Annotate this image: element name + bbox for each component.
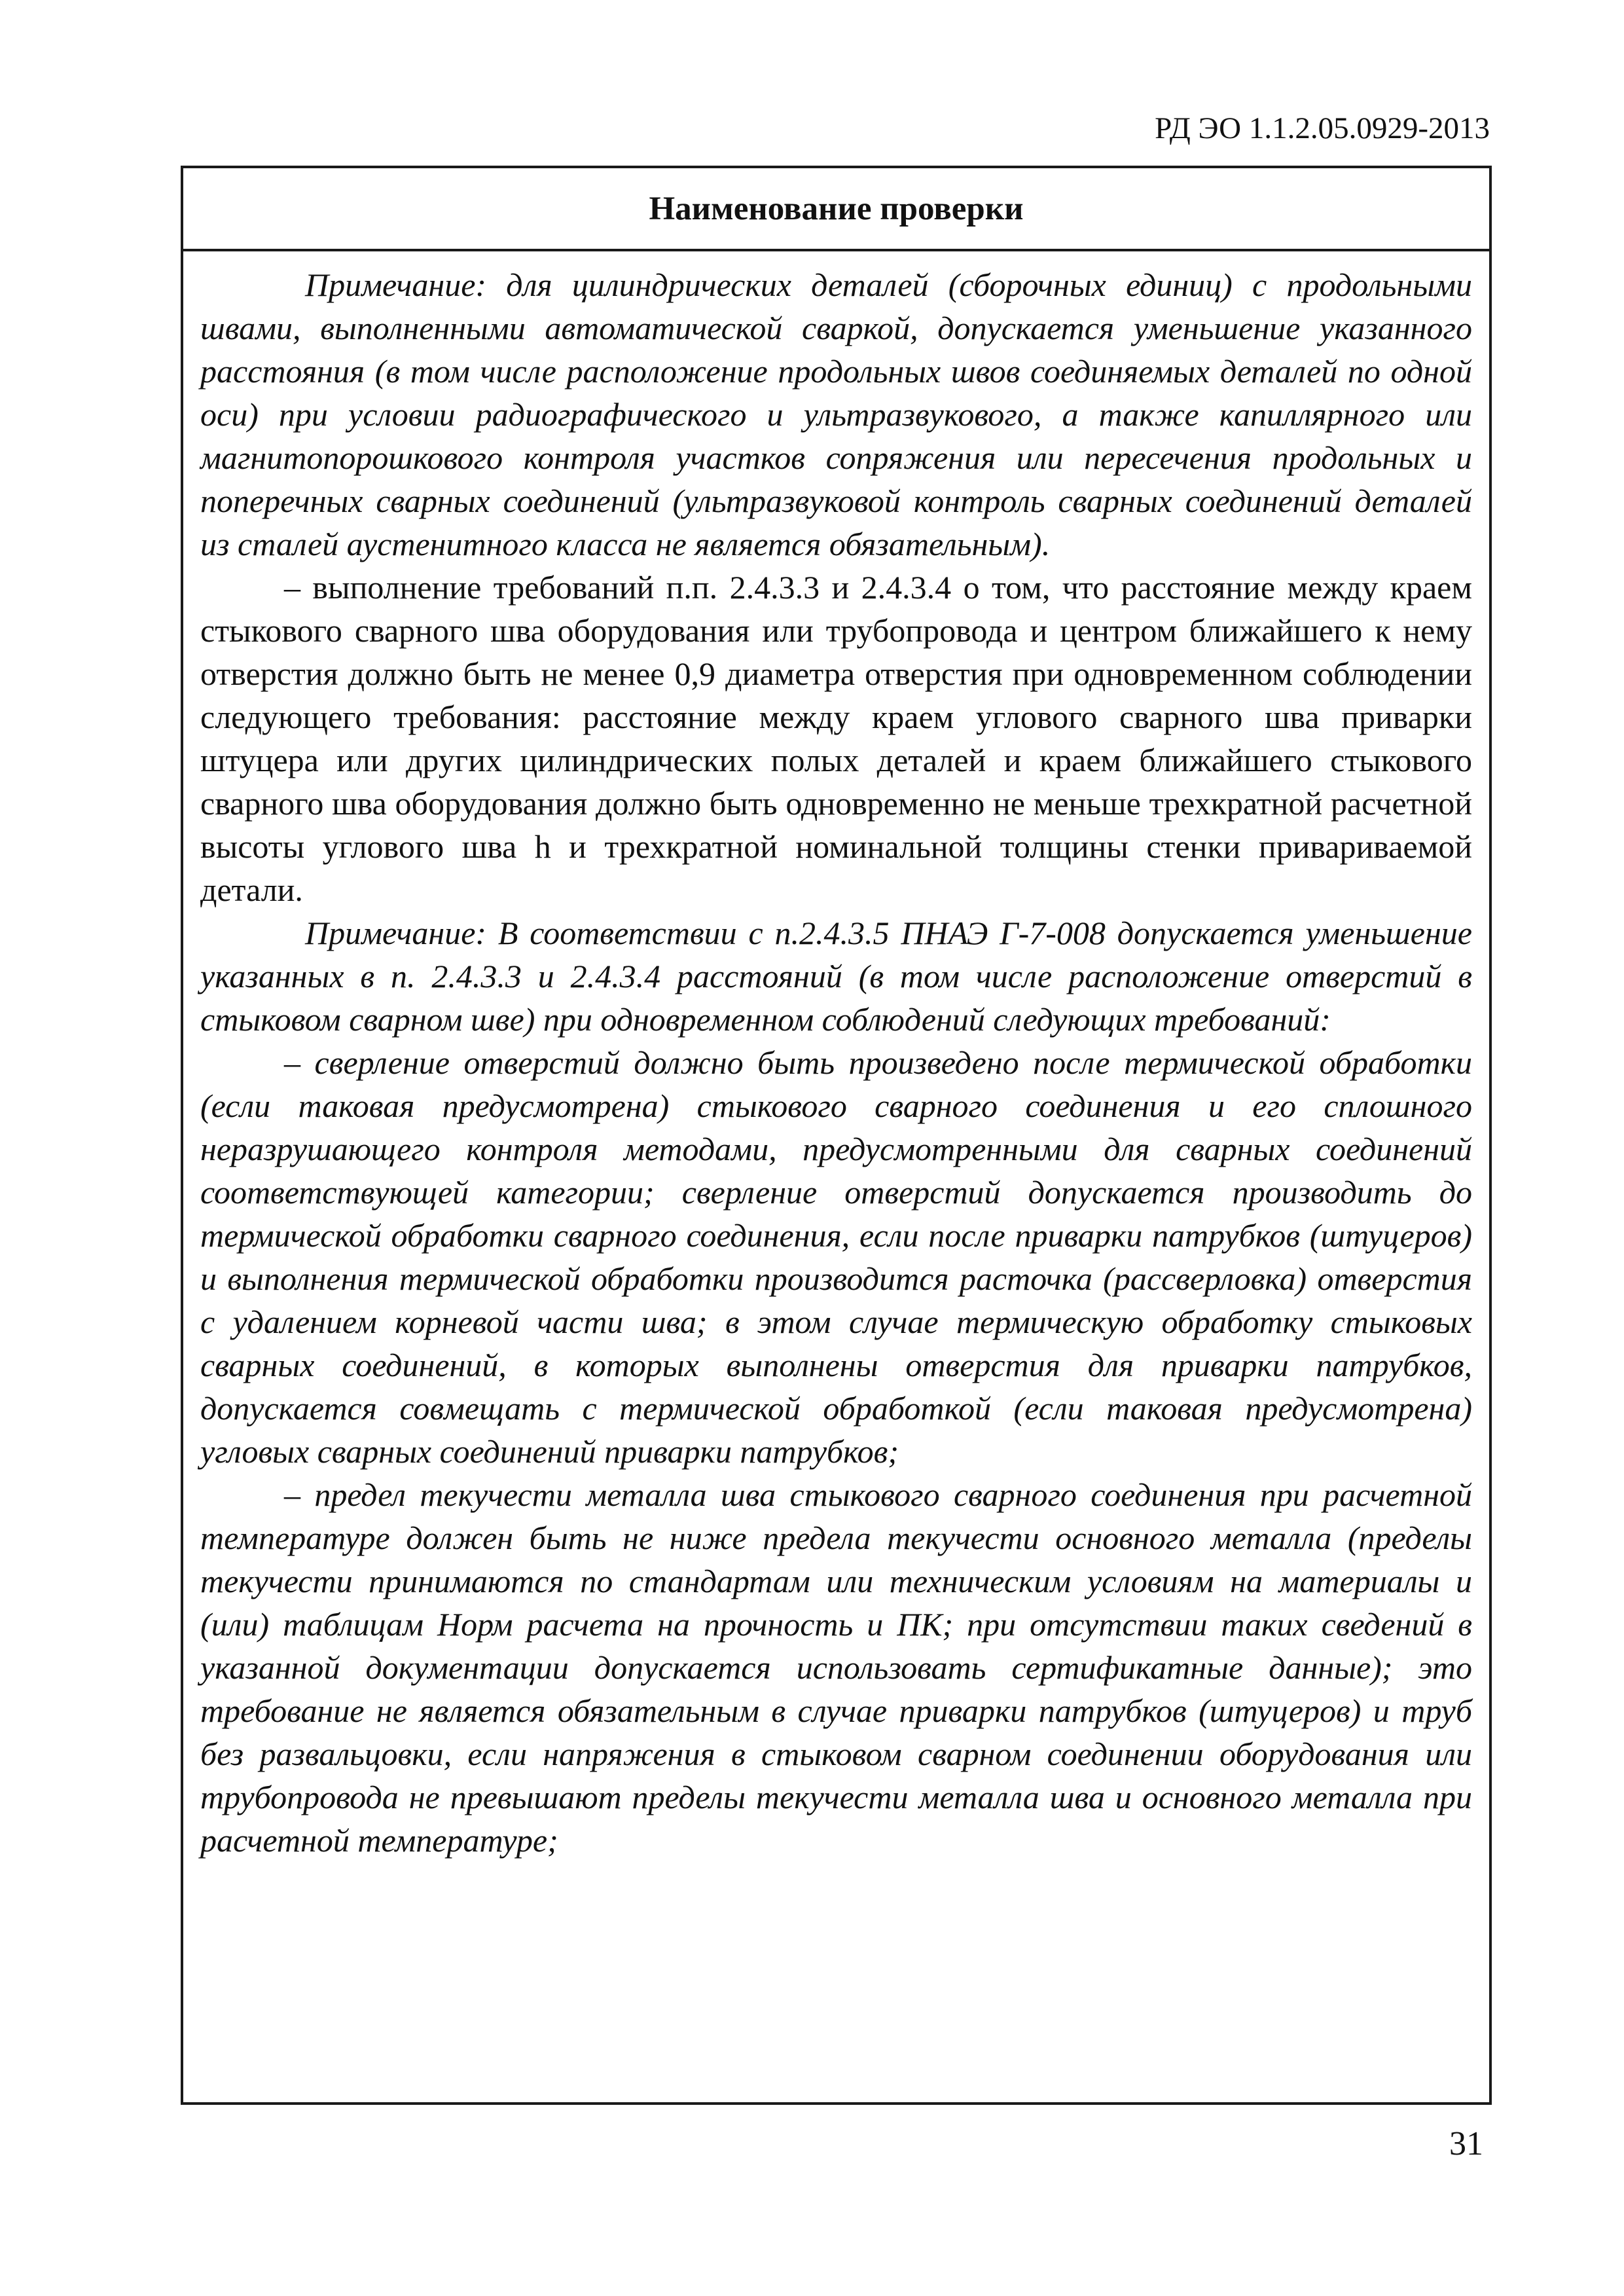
table-body	[183, 251, 1489, 1862]
page-number: 31	[1449, 2125, 1483, 2162]
requirement-paragraph: – выполнение требований п.п. 2.4.3.3 и 2.4.3.4 о том, что расстояние между краем стыкового сварного шва оборудования или трубопровода и центром ближайшего к нему отверстия должно быть не менее 0,9 диаметра отверстия при одновременном соблюдении следующего требования: расстояние между краем углового сварного шва приварки штуцера или других цилиндрических полых деталей и краем ближайшего стыкового сварного шва оборудования должно быть одновременно не меньше трехкратной расчетной высоты углового шва h и трехкратной номинальной толщины стенки привариваемой детали.	[200, 569, 1472, 908]
note-paragraph: Примечание: В соответствии с п.2.4.3.5 ПНАЭ Г-7-008 допускается уменьшение указанных в п. 2.4.3.3 и 2.4.3.4 расстояний (в том числе расположение отверстий в стыковом сварном шве) при одновременном соблюдений следующих требований:	[200, 915, 1472, 1038]
table-header	[183, 168, 1489, 251]
column-title: Наименование проверки	[649, 190, 1024, 227]
note-paragraph: Примечание: для цилиндрических деталей (сборочных единиц) с продольными швами, выполненными автоматической сваркой, допускается уменьшение указанного расстояния (в том числе расположение продольных швов соединяемых деталей по одной оси) при условии радиографического и ультразвукового, а также капиллярного или магнитопорошкового контроля участков сопряжения или пересечения продольных и поперечных сварных соединений (ультразвуковой контроль сварных соединений деталей из сталей аустенитного класса не является обязательным).	[200, 266, 1472, 562]
note-list-item: – сверление отверстий должно быть произведено после термической обработки (если таковая предусмотрена) стыкового сварного соединения и его сплошного неразрушающего контроля методами, предусмотренными для сварных соединений соответствующей категории; сверление отверстий допускается производить до термической обработки сварного соединения, если после приварки патрубков (штуцеров) и выполнения термической обработки производится расточка (рассверловка) отверстия с удалением корневой части шва; в этом случае термическую обработку стыковых сварных соединений, в которых выполнены отверстия для приварки патрубков, допускается совмещать с термической обработкой (если таковая предусмотрена) угловых сварных соединений приварки патрубков;	[200, 1044, 1472, 1470]
note-list-item: – предел текучести металла шва стыкового сварного соединения при расчетной температуре должен быть не ниже предела текучести основного металла (пределы текучести принимаются по стандартам или техническим условиям на материалы и (или) таблицам Норм расчета на прочность и ПК; при отсутствии таких сведений в указанной документации допускается использовать сертификатные данные); это требование не является обязательным в случае приварки патрубков (штуцеров) и труб без развальцовки, если напряжения в стыковом сварном соединении оборудования или трубопровода не превышают пределы текучести металла шва и основного металла при расчетной температуре;	[200, 1476, 1472, 1859]
check-table	[181, 166, 1492, 2105]
document-code: РД ЭО 1.1.2.05.0929-2013	[1155, 111, 1490, 145]
